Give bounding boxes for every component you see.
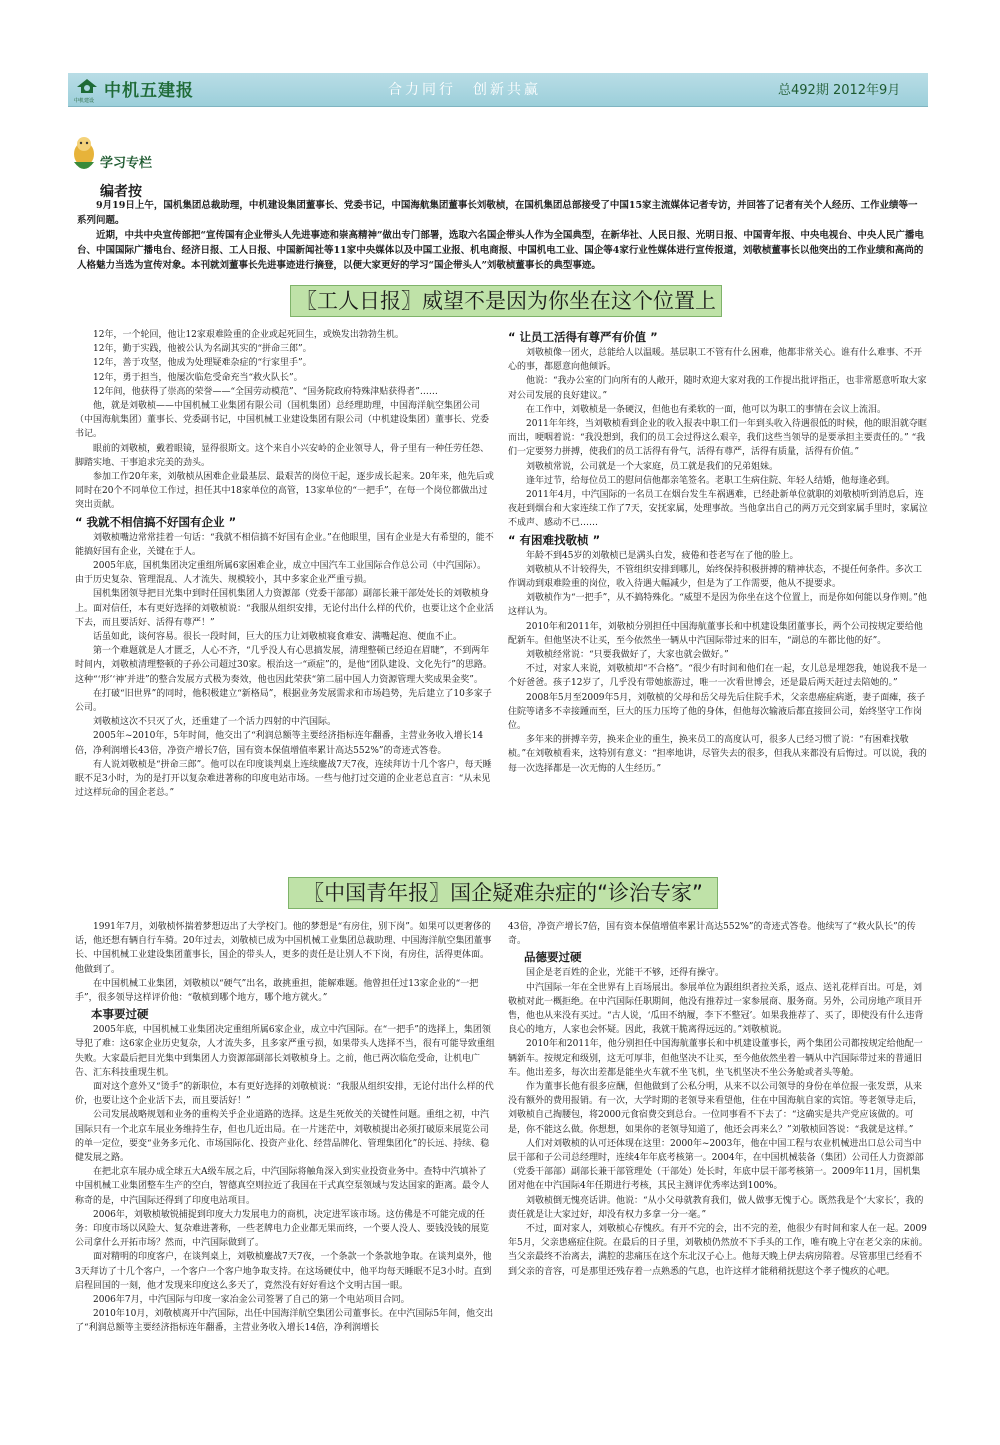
body-paragraph: 刘敬桢经常说：“只要我做好了，大家也就会做好。” <box>526 650 729 661</box>
body-paragraph: 第一个难题就是人才匮乏，人心不齐，“几乎没人有心思搞发展，清理整顿已经迫在眉睫”，不到两年时间内，刘敬桢清理整顿的子孙公司超过30家。根治这一“顽症”的，是他“团队建设、文化先行”的思路。这种“‘形’‘神’并进”的整合发展方式极为奏效，他也因此荣获“第二届中国人力资源管理大奖成果金奖”。 <box>75 646 492 685</box>
body-paragraph: 2005年~2010年，5年时间，他交出了“利润总额等主要经济指标连年翻番，主营业务收入增长14倍，净利润增长43倍，净资产增长7倍，国有资本保值增值率累计高达552%”的奇迹式答卷。 <box>75 731 484 756</box>
slogan: 合力同行 创新共赢 <box>388 82 541 98</box>
body-paragraph: 12年，一个轮回，他让12家艰难险重的企业或起死回生，或焕发出勃勃生机。 <box>93 330 404 340</box>
body-paragraph: 刘敬桢常说，公司就是一个大家庭，员工就是我们的兄弟姐妹。 <box>526 461 779 472</box>
body-paragraph: 12年，勇于担当，他屡次临危受命充当“救火队长”。 <box>93 372 303 383</box>
article1-title: 〖工人日报〗威望不是因为你坐在这个位置上 <box>290 285 722 317</box>
body-paragraph: 刘敬桢像一团火，总能给人以温暖。基层职工不管有什么困难，他都非常关心。谁有什么难事、不开心的事，都愿意向他倾诉。 <box>508 348 923 373</box>
editor-paragraph: 9月19日上午，国机集团总裁助理，中机建设集团董事长、党委书记，中国海航集团董事长刘敬桢，在国机集团总部接受了中国15家主流媒体记者专访，并回答了记者有关个人经历、工作业绩等一系列问题。 <box>77 200 918 226</box>
body-paragraph: 面对精明的印度客户，在谈判桌上，刘敬桢鏖战7天7夜，一个条款一个条款地争取。在谈判桌外，他3天拜访了十几个客户，一个客户一个客户地争取支持。在这场硬仗中，他平均每天睡眠不足3小时。直到启程回国的一刻，他才发现来印度这么多天了，竟然没有好好看这个文明古国一眼。 <box>75 1252 492 1291</box>
article2-left-column <box>75 920 495 1336</box>
body-paragraph: 作为董事长他有很多应酬，但他做到了公私分明，从来不以公司领导的身份在单位报一张发票，从来没有额外的费用报销。有一次，大学时期的老领导来看望他，住在中国海航自家的宾馆。等老领导走后，刘敬桢自己掏腰包，将2000元食宿费交到总台。一位同事看不下去了：“这确实是共产党应该做的。可是，你不能这么做。你想想，如果你的老领导知道了，他还会再来么？”刘敬桢回答说：“我就是这样。” <box>508 1082 923 1135</box>
body-paragraph: 他说：“我办公室的门向所有的人敞开，随时欢迎大家对我的工作提出批评指正，也非常愿意听取大家对公司发展的良好建议。” <box>508 376 927 401</box>
body-paragraph: 他，就是刘敬桢——中国机械工业集团有限公司（国机集团）总经理助理，中国海洋航空集团公司（中国海航集团）董事长、党委副书记，中国机械工业建设集团有限公司（中机建设集团）董事长、党委书记。 <box>75 401 490 440</box>
body-paragraph: 人们对刘敬桢的认可还体现在这里：2000年~2003年，他在中国工程与农业机械进出口总公司当中层干部和子公司总经理时，连续4年年底考核第一。2004年，在中国机械装备（集团）公司任人力资源部（党委干部部）副部长兼干部管理处（干部处）处长时，年底中层干部考核第一。2009年11月，国机集团对他在中汽国际4年任期进行考核，其民主测评优秀率达到100%。 <box>508 1138 924 1192</box>
body-paragraph: 43倍，净资产增长7倍，国有资本保值增值率累计高达552%”的奇迹式答卷。他续写了“救火队长”的传奇。 <box>508 922 916 947</box>
body-paragraph: 逢年过节，给每位员工的慰问信他都亲笔签名。老职工生病住院、年轻人结婚，他每逢必到。 <box>526 475 896 486</box>
body-paragraph: 2008年5月至2009年5月，刘敬桢的父母和岳父母先后住院手术，父亲患癌症病逝，妻子面瘫，孩子住院等诸多不幸接踵而至，巨大的压力压垮了他的身体，但他每次输液后都直接回公司，始终坚守工作岗位。 <box>508 692 926 732</box>
body-paragraph: 参加工作20年来，刘敬桢从困难企业最基层、最艰苦的岗位干起，逐步成长起来。20年来，他先后或同时在20个不同单位工作过，担任其中18家单位的高管，13家单位的“一把手”，在每一个岗位都做出过突出贡献。 <box>75 472 494 511</box>
subheading: “ 有困难找敬桢 ” <box>508 532 601 547</box>
editor-note <box>77 198 925 273</box>
body-paragraph: 刘敬桢嘴边常常挂着一句话：“我就不相信搞不好国有企业。”在他眼里，国有企业是大有希望的，能不能搞好国有企业，关键在于人。 <box>75 532 494 557</box>
body-paragraph: 12年间，他获得了崇高的荣誉——“全国劳动模范”、“国务院政府特殊津贴获得者”…… <box>93 386 438 397</box>
article2-right-column <box>508 920 928 1279</box>
editor-note-title: 编者按 <box>100 184 142 200</box>
subheading: “ 让员工活得有尊严有价值 ” <box>508 330 658 344</box>
body-paragraph: 2011年4月，中汽国际的一名员工在烟台发生车祸遇难，已经赴新单位就职的刘敬桢听到消息后，连夜赶到烟台和大家连续工作了7天，安抚家属，处理事故。当他拿出自己的两万元交到家属手里时，家属泣不成声、感动不已…… <box>508 490 928 529</box>
body-paragraph: 中汽国际一年在全世界有上百场展出。参展单位为跟组织者拉关系，返点、送礼花样百出。可是，刘敬桢对此一概拒绝。在中汽国际任职期间，他没有推荐过一家参展商、服务商。另外，公司房地产项目开售，他也从来没有买过。“古人说，‘瓜田不纳履，李下不整冠’。如果我推荐了、买了，即使没有什么违背良心的地方，人家也会怀疑。因此，我就干脆离得远远的。”刘敬桢说。 <box>508 982 924 1036</box>
body-paragraph: 12年，善于攻坚，他成为处理疑难杂症的“行家里手”。 <box>93 358 312 369</box>
body-paragraph: 2010年和2011年，刘敬桢分别担任中国海航董事长和中机建设集团董事长，两个公司按规定要给他配新车。但他坚决不让买，至今依然坐一辆从中汽国际带过来的旧车，“副总的车都比他的好”。 <box>508 621 923 646</box>
body-paragraph: 公司发展战略规划和业务的重构关乎企业道路的选择。这是生死攸关的关键性问题。重组之初，中汽国际只有一个北京车展业务维持生存，但也几近出局。在一片迷茫中，刘敬桢提出必须打破原来展览公司的单一定位，要变“业务多元化、市场国际化、投资产业化、经营品牌化、管理集团化”的长远、持续、稳健发展之路。 <box>75 1110 490 1164</box>
body-paragraph: 国企是老百姓的企业，光能干不够，还得有操守。 <box>526 968 725 979</box>
editor-paragraph: 近期，中共中央宣传部把“宣传国有企业带头人先进事迹和崇高精神”做出专门部署，选取六名国企带头人作为全国典型，在新华社、人民日报、光明日报、中国青年报、中央电视台、中央人民广播电台、中国国际广播电台、经济日报、工人日报、中国新闻社等11家中央媒体以及中国工业报、机电商报、中国机电工业、国企等4家行业性媒体进行宣传报道，刘敬桢董事长以他突出的工作业绩和高尚的人格魅力当选为宣传对象。本刊就刘董事长先进事迹进行摘登，以便大家更好的学习“国企带头人”刘敬桢董事长的典型事迹。 <box>77 230 924 271</box>
body-paragraph: 在工作中，刘敬桢是一条硬汉，但他也有柔软的一面，他可以为职工的事情在会议上流泪。 <box>526 404 887 415</box>
body-paragraph: 不过，对家人来说，刘敬桢却“不合格”。“很少有时间和他们在一起，女儿总是埋怨我，她说我不是一个好爸爸。孩子12岁了，几乎没有带她旅游过，唯一一次看世博会，还是最后两天赶过去陪她的。” <box>508 664 927 689</box>
body-paragraph: 2011年年终，当刘敬桢看到企业的收入报表中职工们一年到头收入待遇很低的时候，他的眼泪就夺眶而出，哽咽着说：“我没想到，我们的员工会过得这么艰辛，我们这些当领导的是要承担主要责任的。” “我们一定要努力拼搏，使我们的员工活得有骨气，活得有尊严，活得有质量，活得有价值。” <box>508 419 927 458</box>
body-paragraph: 年龄不到45岁的刘敬桢已是满头白发，疲倦和苍老写在了他的脸上。 <box>526 550 799 561</box>
column-label: 学习专栏 <box>100 156 153 171</box>
body-paragraph: 2006年，刘敬桢敏锐捕捉到印度大力发展电力的商机，决定进军该市场。这仿佛是不可能完成的任务：印度市场以风险大、复杂难进著称，一些老牌电力企业都无果而终，一个要人没人、要钱没钱的展览公司拿什么开拓市场？然而，中汽国际做到了。 <box>75 1209 490 1249</box>
body-paragraph: 2005年底，中国机械工业集团决定重组所属6家企业，成立中汽国际。在“一把手”的选择上，集团领导犯了难：这6家企业历史复杂，人才流失多，且多家严重亏损，如果带头人选择不当，很有可能导致重组失败。大家最后把目光集中到集团人力资源部副部长刘敬桢身上。之前，他已两次临危受命，让机电广告、汇东科技重现生机。 <box>75 1025 495 1078</box>
body-paragraph: 不过，面对家人，刘敬桢心存愧疚。有开不完的会，出不完的差，他很少有时间和家人在一起。2009年5月，父亲患癌症住院。在最后的日子里，刘敬桢仍然放不下手头的工作，唯有晚上守在老父亲的床前。当父亲最终不治离去，满腔的悲痛压在这个东北汉子心上。他每天晚上伊去病房陪着。尽管那里已经看不到父亲的音容，可是那里还残存着一点熟悉的气息，也许这样才能稍稍抚慰这个孝子愧疚的心吧。 <box>508 1224 928 1277</box>
body-paragraph: 12年，勤于实践，他被公认为名副其实的“拼命三郎”。 <box>93 344 312 355</box>
body-paragraph: 在中国机械工业集团，刘敬桢以“硬气”出名，敢挑重担，能解难题。他曾担任过13家企业的“一把手”，很多领导这样评价他：“敬桢到哪个地方，哪个地方就火。” <box>75 978 479 1004</box>
body-paragraph: 话虽如此，谈何容易。很长一段时间，巨大的压力让刘敬桢寝食难安、满嘴起泡、便血不止。 <box>93 632 463 643</box>
body-paragraph: 刘敬桢倒无愧亮话讲。他说：“从小父母就教育我们，做人做事无愧于心。既然我是个‘大家长’，我的责任就是让大家过好，却没有权力多拿一分一毫。” <box>508 1195 924 1220</box>
body-paragraph: 1991年7月，刘敬桢怀揣着梦想迈出了大学校门。他的梦想是“有房住，别下岗”。如果可以更奢侈的话，他还想有辆自行车骑。20年过去，刘敬桢已成为中国机械工业集团总裁助理、中国海洋航空集团董事长、中国机械工业建设集团董事长，国企的带头人，更多的责任是让别人不下岗，有房住，活得更体面。他做到了。 <box>75 922 492 975</box>
body-paragraph: 2010年10月，刘敬桢离开中汽国际，出任中国海洋航空集团公司董事长。在中汽国际5年间，他交出了“利润总额等主要经济指标连年翻番，主营业务收入增长14倍，净利润增长 <box>75 1309 494 1334</box>
article1-right-column <box>508 328 928 776</box>
subheading: 本事要过硬 <box>91 1007 149 1022</box>
logo-subtext: 中机建设 <box>74 98 95 104</box>
masthead-band <box>68 73 928 107</box>
body-paragraph: 在把北京车展办成全球五大A级车展之后，中汽国际将触角深入到实业投资业务中。查特中汽填补了中国机械工业集团整车生产的空白，智德真空则拉近了我国在干式真空泵领域与发达国家的距离。最令人称奇的是，中汽国际还得到了印度电站项目。 <box>75 1167 490 1206</box>
body-paragraph: 面对这个意外又“烫手”的新职位，本有更好选择的刘敬桢说：“我服从组织安排，无论付出什么样的代价，也要让这个企业活下去，而且要活好！” <box>75 1082 494 1107</box>
body-paragraph: 有人说刘敬桢是“拼命三郎”。他可以在印度谈判桌上连续鏖战7天7夜，连续拜访十几个客户，每天睡眠不足3小时，为的是打开以复杂难进著称的印度电站市场。一些与他打过交道的企业老总直言：“从未见过这样玩命的国企老总。” <box>75 759 492 799</box>
article2-title: 〖中国青年报〗国企疑难杂症的“诊治专家” <box>288 877 718 909</box>
company-logo-icon <box>76 78 98 98</box>
body-paragraph: 国机集团领导把目光集中到时任国机集团人力资源部（党委干部部）副部长兼干部处处长的刘敬桢身上。面对信任，本有更好选择的刘敬桢说：“我服从组织安排，无论付出什么样的代价，也要让这个企业活下去，而且要活好、活得有尊严！” <box>75 589 494 628</box>
body-paragraph: 刘敬桢从不计较得失，不管组织安排到哪儿，始终保持积极拼搏的精神状态，不提任何条件。多次工作调动到艰难险重的岗位，收入待遇大幅减少，但是为了工作需要，他从不提要求。 <box>508 564 923 590</box>
body-paragraph: 2006年7月，中汽国际与印度一家冶金公司签署了自己的第一个电站项目合同。 <box>93 1295 410 1306</box>
body-paragraph: 多年来的拼搏辛劳，换来企业的重生，换来员工的高度认可，很多人已经习惯了说：“有困难找敬桢。”在刘敬桢看来，这特别有意义：“担率地讲，尽管失去的很多，但我从来都没有后悔过。可以说，我的每一次选择都是一次无悔的人生经历。” <box>508 735 927 774</box>
article1-left-column <box>75 328 495 801</box>
subheading: “ 我就不相信搞不好国有企业 ” <box>75 514 237 529</box>
body-paragraph: 2005年底，国机集团决定重组所属6家困难企业，成立中国汽车工业国际合作总公司（中汽国际）。由于历史复杂、管理混乱、人才流失、规模较小，其中多家企业严重亏损。 <box>75 561 487 586</box>
body-paragraph: 2010年和2011年，他分别担任中国海航董事长和中机建设董事长，两个集团公司都按规定给他配一辆新车。按规定和级别，这无可厚非，但他坚决不让买，至今他依然坐着一辆从中汽国际带过来的普通旧车。他出差多，每次出差都是能坐火车就不坐飞机，坐飞机坚决不坐公务舱或者头等舱。 <box>508 1039 923 1078</box>
issue-number: 总492期 2012年9月 <box>778 83 901 98</box>
body-paragraph: 在打破“旧世界”的同时，他积极建立“新格局”，根据业务发展需求和市场趋势，先后建立了10多家子公司。 <box>75 688 492 714</box>
body-paragraph: 眼前的刘敬桢，戴着眼镜，显得很斯文。这个来自小兴安岭的企业领导人，骨子里有一种任劳任怨、脚踏实地、干事追求完美的劲头。 <box>75 443 490 468</box>
subheading: 品德要过硬 <box>524 950 582 965</box>
newspaper-logo: 中机五建报 <box>104 81 194 101</box>
body-paragraph: 刘敬桢这次不只灭了火，还重建了一个活力四射的中汽国际。 <box>93 717 337 728</box>
body-paragraph: 刘敬桢作为“一把手”，从不搞特殊化。“威望不是因为你坐在这个位置上，而是你如何能以身作则。”他这样认为。 <box>508 593 927 618</box>
